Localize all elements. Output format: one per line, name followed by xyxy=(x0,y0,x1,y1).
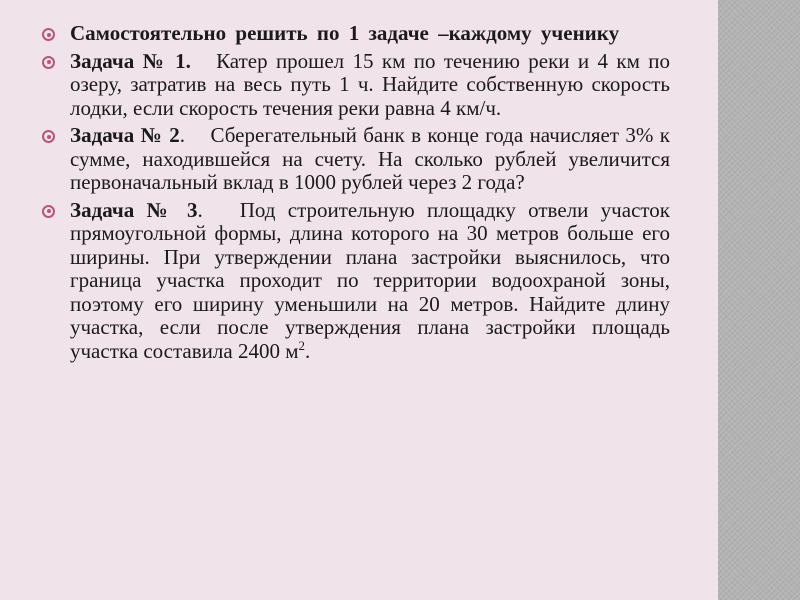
list-item-heading xyxy=(42,22,670,46)
task-3-text-end: . xyxy=(305,338,311,363)
side-decoration-stripe xyxy=(718,0,800,600)
ring-bullet-icon xyxy=(42,56,55,69)
list-item-task-3 xyxy=(42,199,670,364)
task-1-label: Задача № 1. xyxy=(70,48,191,73)
task-1-text: Катер прошел 15 км по течению реки и 4 км по озеру, затратив на весь путь 1 ч. Найдите собственную скорость лодки, если скорость течения реки равна 4 км/ч. xyxy=(70,48,670,120)
task-2-text: Сберегательный банк в конце года начисляет 3% к сумме, находившейся на счету. На сколько рублей увеличится первоначальный вклад в 1000 рублей через 2 года? xyxy=(70,123,671,194)
ring-bullet-icon xyxy=(42,205,55,218)
task-3-text: Под строительную площадку отвели участок прямоугольной формы, длина которого на 30 метров больше его ширины. При утверждении плана застройки выяснилось, что граница участка проходит по территории водоохраной зоны, поэтому его ширину уменьшили на 20 метров. Найдите длину участка, если после утверждения плана застройки площадь участка составила 2400 м xyxy=(70,197,670,363)
list-item-task-2 xyxy=(42,124,670,195)
task-3-label: Задача № 3 xyxy=(70,197,198,222)
ring-bullet-icon xyxy=(42,28,55,41)
ring-bullet-icon xyxy=(42,130,55,143)
task-2-label-suffix: . xyxy=(179,123,185,147)
heading-text: Самостоятельно решить по 1 задаче –каждому ученику xyxy=(70,21,620,45)
task-2-label: Задача № 2 xyxy=(70,123,180,147)
area-exponent: 2 xyxy=(298,337,305,353)
task-3-label-suffix: . xyxy=(197,197,203,222)
list-item-task-1 xyxy=(42,50,670,121)
slide-content xyxy=(42,22,670,367)
